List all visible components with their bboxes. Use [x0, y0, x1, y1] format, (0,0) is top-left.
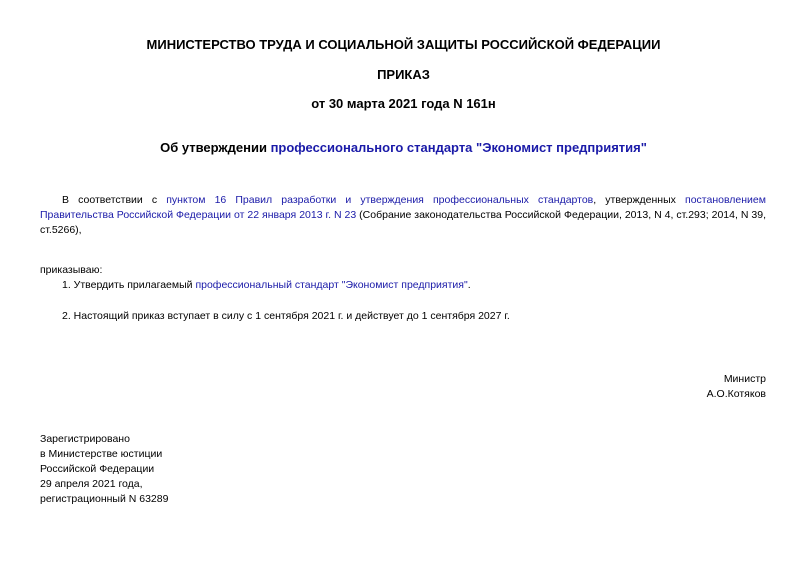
- standard-link[interactable]: профессиональный стандарт "Экономист предприятия": [195, 279, 468, 291]
- registration-line: в Министерстве юстиции: [40, 448, 163, 460]
- order-word: приказываю:: [40, 264, 103, 276]
- title-standard-link[interactable]: профессионального стандарта "Экономист предприятия": [270, 140, 647, 155]
- title-prefix: Об утверждении: [160, 140, 271, 155]
- document-title: [0, 140, 807, 156]
- registration-line: регистрационный N 63289: [40, 493, 169, 505]
- preamble-text-3: (Собрание законодательства Российской Федерации, 2013, N 4, ст.293; 2014, N 39, ст.5266),: [40, 209, 767, 236]
- preamble-paragraph: [40, 193, 766, 238]
- order-item-1-suffix: .: [467, 279, 471, 291]
- order-item-1: [62, 278, 471, 293]
- order-item-2: 2. Настоящий приказ вступает в силу с 1 сентября 2021 г. и действует до 1 сентября 2027 г.: [62, 310, 510, 322]
- government-decree-link[interactable]: постановлением Правительства Российской Федерации от 22 января 2013 г. N 23: [40, 194, 766, 221]
- document-date-number: от 30 марта 2021 года N 161н: [311, 96, 496, 111]
- registration-line: Российской Федерации: [40, 463, 155, 475]
- signature-name: А.О.Котяков: [706, 388, 766, 400]
- preamble-text-1: В соответствии с: [62, 194, 167, 206]
- registration-line: 29 апреля 2021 года,: [40, 478, 143, 490]
- signature-position: Министр: [723, 373, 766, 385]
- rules-point-16-link[interactable]: пунктом 16 Правил разработки и утверждения профессиональных стандартов: [166, 194, 594, 206]
- order-item-1-prefix: 1. Утвердить прилагаемый: [62, 279, 196, 291]
- registration-line: Зарегистрировано: [40, 433, 130, 445]
- ministry-heading: МИНИСТЕРСТВО ТРУДА И СОЦИАЛЬНОЙ ЗАЩИТЫ РОССИЙСКОЙ ФЕДЕРАЦИИ: [146, 37, 661, 52]
- preamble-text-2: , утвержденных: [593, 194, 686, 206]
- registration-block: [40, 432, 168, 507]
- document-type-heading: ПРИКАЗ: [377, 67, 430, 82]
